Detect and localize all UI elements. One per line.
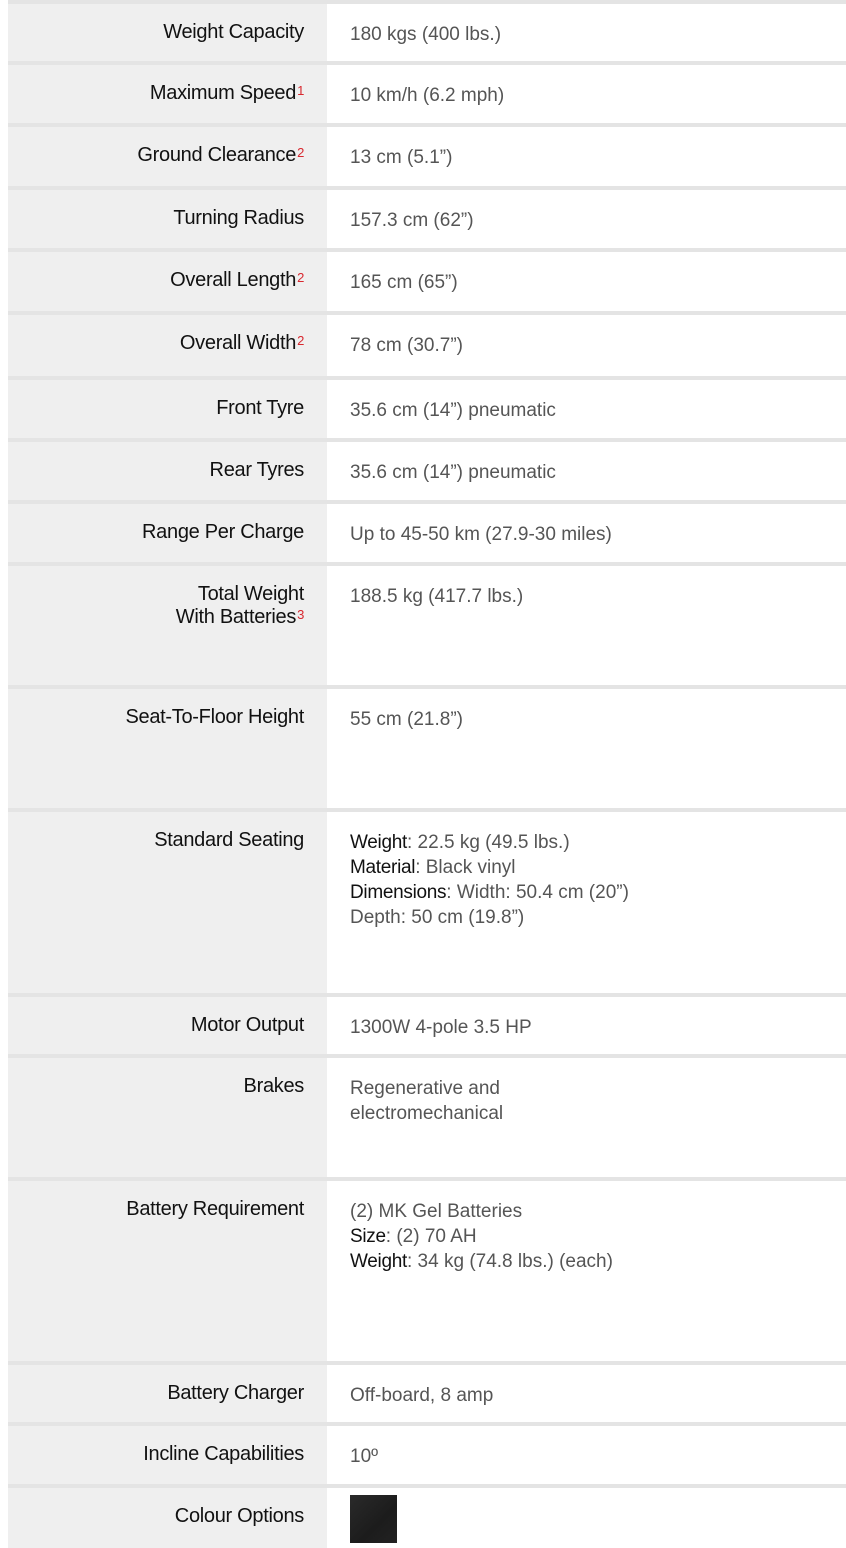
spec-label: Ground Clearance$^2$ bbox=[8, 127, 327, 186]
spec-row-colour-options bbox=[8, 1488, 846, 1548]
spec-row-rear-tyres bbox=[8, 442, 846, 504]
spec-row-front-tyre bbox=[8, 380, 846, 442]
footnote-marker: 2 bbox=[297, 270, 304, 285]
spec-label: Total Weight With Batteries$^3$ bbox=[8, 566, 327, 685]
spec-row-standard-seating bbox=[8, 812, 846, 997]
spec-row-ground-clearance bbox=[8, 127, 846, 190]
spec-value bbox=[327, 1488, 846, 1548]
spec-value: 78 cm (30.7”) bbox=[327, 315, 846, 376]
spec-row-range-per-charge bbox=[8, 504, 846, 566]
spec-table bbox=[8, 0, 846, 1548]
spec-row-seat-to-floor-height bbox=[8, 689, 846, 812]
spec-value: 165 cm (65”) bbox=[327, 252, 846, 311]
spec-label: Brakes bbox=[8, 1058, 327, 1177]
spec-value: 180 kgs (400 lbs.) bbox=[327, 4, 846, 61]
spec-value: Regenerative and electromechanical bbox=[327, 1058, 846, 1177]
spec-row-turning-radius bbox=[8, 190, 846, 252]
spec-row-total-weight bbox=[8, 566, 846, 689]
spec-label: Battery Requirement bbox=[8, 1181, 327, 1361]
spec-row-maximum-speed bbox=[8, 65, 846, 127]
footnote-marker: 2 bbox=[297, 333, 304, 348]
spec-value: 188.5 kg (417.7 lbs.) bbox=[327, 566, 846, 685]
spec-value: 157.3 cm (62”) bbox=[327, 190, 846, 248]
footnote-marker: 3 bbox=[297, 607, 304, 622]
spec-row-brakes bbox=[8, 1058, 846, 1181]
spec-label: Overall Width$^2$ bbox=[8, 315, 327, 376]
spec-value: Weight: 22.5 kg (49.5 lbs.) Material: Black vinyl Dimensions: Width: 50.4 cm (20”) Depth: 50 cm (19.8”) bbox=[327, 812, 846, 993]
spec-value: 35.6 cm (14”) pneumatic bbox=[327, 442, 846, 500]
spec-label: Range Per Charge bbox=[8, 504, 327, 562]
footnote-marker: 2 bbox=[297, 145, 304, 160]
spec-label: Overall Length$^2$ bbox=[8, 252, 327, 311]
spec-value: 35.6 cm (14”) pneumatic bbox=[327, 380, 846, 438]
spec-value: (2) MK Gel Batteries Size: (2) 70 AH Weight: 34 kg (74.8 lbs.) (each) bbox=[327, 1181, 846, 1361]
spec-row-battery-charger bbox=[8, 1365, 846, 1426]
spec-row-incline-capabilities bbox=[8, 1426, 846, 1488]
spec-value: 10 km/h (6.2 mph) bbox=[327, 65, 846, 123]
colour-swatch-black[interactable] bbox=[350, 1495, 397, 1543]
spec-label: Standard Seating bbox=[8, 812, 327, 993]
spec-row-battery-requirement bbox=[8, 1181, 846, 1365]
spec-label: Colour Options bbox=[8, 1488, 327, 1548]
spec-value: Off-board, 8 amp bbox=[327, 1365, 846, 1422]
spec-label: Battery Charger bbox=[8, 1365, 327, 1422]
spec-value: 13 cm (5.1”) bbox=[327, 127, 846, 186]
spec-value: 55 cm (21.8”) bbox=[327, 689, 846, 808]
spec-row-overall-width bbox=[8, 315, 846, 380]
spec-row-weight-capacity bbox=[8, 4, 846, 65]
spec-label: Front Tyre bbox=[8, 380, 327, 438]
spec-label: Incline Capabilities bbox=[8, 1426, 327, 1484]
spec-label: Turning Radius bbox=[8, 190, 327, 248]
spec-label: Motor Output bbox=[8, 997, 327, 1054]
spec-label: Maximum Speed$^1$ bbox=[8, 65, 327, 123]
spec-row-overall-length bbox=[8, 252, 846, 315]
spec-row-motor-output bbox=[8, 997, 846, 1058]
spec-label: Seat-To-Floor Height bbox=[8, 689, 327, 808]
spec-label: Weight Capacity bbox=[8, 4, 327, 61]
spec-value: 10º bbox=[327, 1426, 846, 1484]
spec-value: Up to 45-50 km (27.9-30 miles) bbox=[327, 504, 846, 562]
spec-value: 1300W 4-pole 3.5 HP bbox=[327, 997, 846, 1054]
spec-label: Rear Tyres bbox=[8, 442, 327, 500]
footnote-marker: 1 bbox=[297, 83, 304, 98]
